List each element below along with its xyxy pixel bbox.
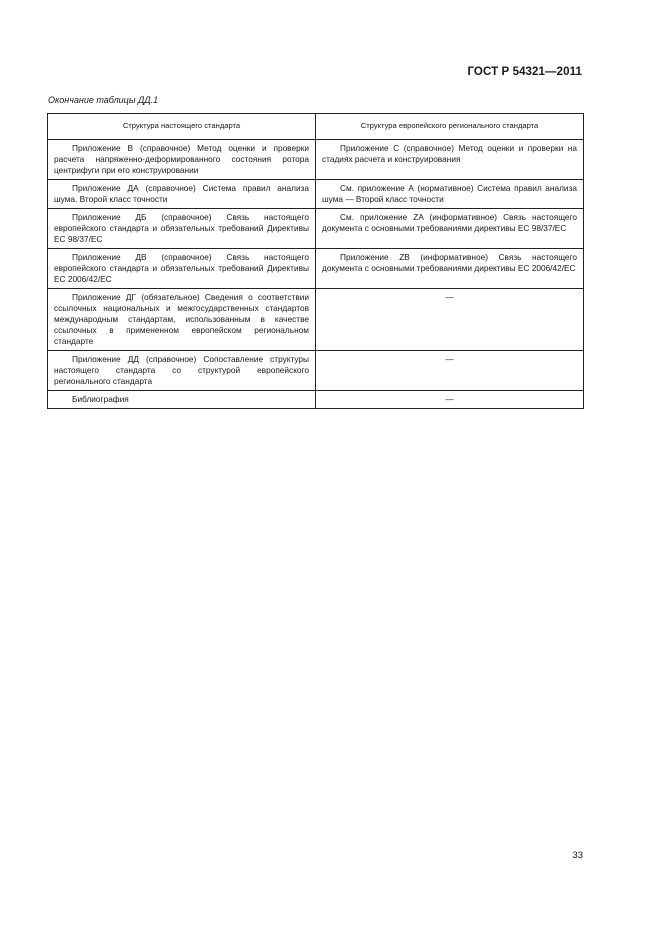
table-cell: Приложение ДА (справочное) Система правил анализа шума. Второй класс точности — [48, 180, 316, 209]
column-header-national: Структура настоящего стандарта — [48, 114, 316, 140]
table-row — [48, 140, 584, 180]
table-cell-empty-dash: — — [316, 351, 584, 391]
table-cell: Приложение ZB (информативное) Связь настоящего документа с основными требованиями директивы ЕС 2006/42/ЕС — [316, 249, 584, 289]
table-row — [48, 209, 584, 249]
table-row — [48, 180, 584, 209]
document-number: ГОСТ Р 54321—2011 — [467, 66, 582, 78]
table-row — [48, 391, 584, 409]
table-cell: Приложение С (справочное) Метод оценки и проверки на стадиях расчета и конструирования — [316, 140, 584, 180]
table-cell: Приложение ДГ (обязательное) Сведения о соответствии ссылочных национальных и межгосударственных стандартов международным стандартам, использованным в качестве ссылочных в примененном европейском региональном стандарте — [48, 289, 316, 351]
table-row — [48, 351, 584, 391]
table-cell: См. приложение ZA (информативное) Связь настоящего документа с основными требованиями директивы ЕС 98/37/ЕС — [316, 209, 584, 249]
table-cell: См. приложение А (нормативное) Система правил анализа шума — Второй класс точности — [316, 180, 584, 209]
page-number: 33 — [572, 850, 583, 861]
table-cell: Приложение ДД (справочное) Сопоставление структуры настоящего стандарта со структурой европейского регионального стандарта — [48, 351, 316, 391]
comparison-table — [47, 113, 584, 409]
table-cell: Приложение ДБ (справочное) Связь настоящего европейского стандарта и обязательных требований Директивы ЕС 98/37/ЕС — [48, 209, 316, 249]
table-cell-empty-dash: — — [316, 391, 584, 409]
table-caption: Окончание таблицы ДД.1 — [48, 95, 159, 105]
column-header-european: Структура европейского регионального стандарта — [316, 114, 584, 140]
table-cell: Приложение ДВ (справочное) Связь настоящего европейского стандарта и обязательных требований Директивы ЕС 2006/42/ЕС — [48, 249, 316, 289]
table-cell-empty-dash: — — [316, 289, 584, 351]
table-cell: Приложение В (справочное) Метод оценки и проверки расчета напряженно-деформированного состояния ротора центрифуги при его конструировании — [48, 140, 316, 180]
table-cell: Библиография — [48, 391, 316, 409]
table-row — [48, 289, 584, 351]
table-row — [48, 249, 584, 289]
table-header-row — [48, 114, 584, 140]
